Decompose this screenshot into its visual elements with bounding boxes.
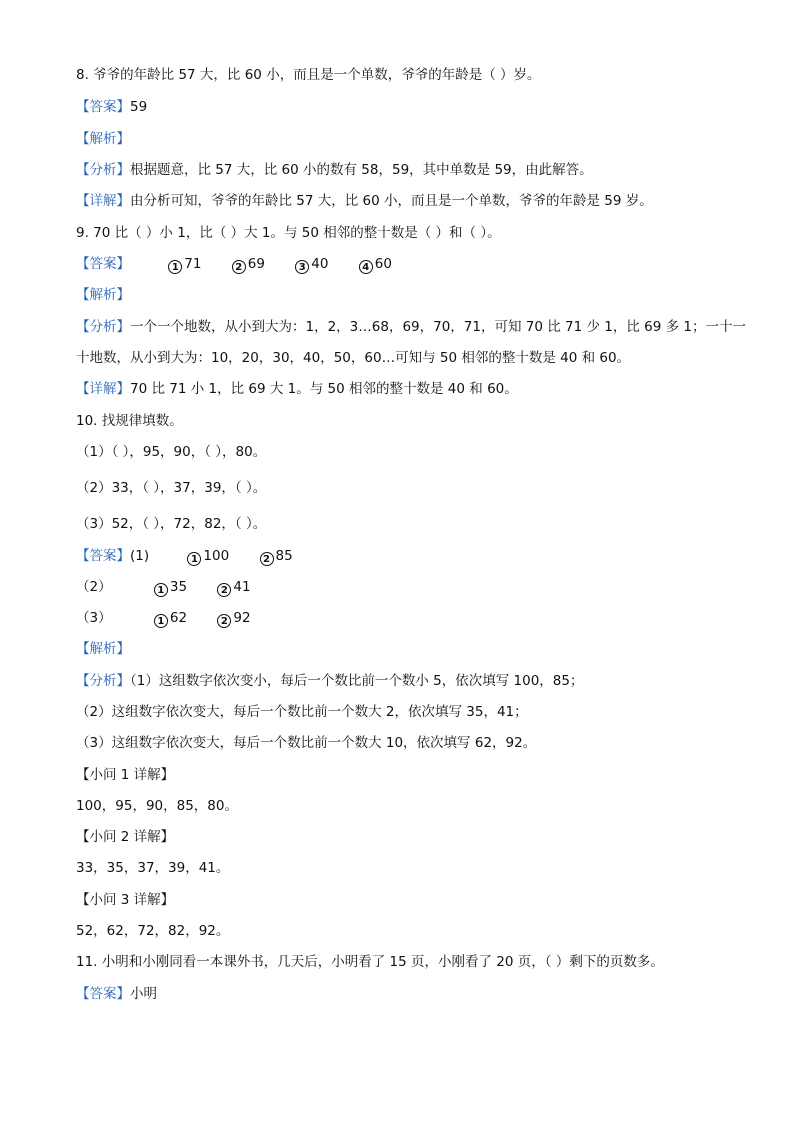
answer-8 [76, 98, 147, 116]
sub1-detail-answer: 100，95，90，85，80。 [76, 798, 238, 814]
sub3-detail-title: 【小问 3 详解】 [76, 892, 175, 908]
circled-number: 1 [154, 614, 168, 628]
answer-value: 85 [275, 548, 293, 564]
fenxi-tag: 【分析】 [76, 673, 130, 689]
xiangjie-8 [76, 192, 653, 210]
circled-number: 1 [168, 260, 182, 274]
fenxi-text: 根据题意，比 57 大，比 60 小的数有 58，59，其中单数是 59，由此解答。 [130, 162, 593, 178]
fenxi-tag: 【分析】 [76, 162, 130, 178]
question-9: 9. 70 比（ ）小 1，比（ ）大 1。与 50 相邻的整十数是（ ）和（ ）。 [76, 225, 501, 241]
answer-value: 小明 [130, 986, 157, 1002]
answer-value: 92 [233, 610, 251, 626]
fenxi-10-line2: （2）这组数字依次变大，每后一个数比前一个数大 2，依次填写 35，41； [76, 704, 528, 720]
answer-row-label: （3） [76, 610, 112, 626]
circled-number: 4 [359, 260, 373, 274]
circled-number: 1 [154, 583, 168, 597]
question-10-sub3: （3）52，（ ），72，82，（ ）。 [76, 516, 267, 532]
answer-tag: 【答案】 [76, 548, 130, 564]
answer-tag: 【答案】 [76, 256, 130, 272]
fenxi-10 [76, 672, 583, 690]
jiexi-tag: 【解析】 [76, 287, 130, 303]
answer-tag: 【答案】 [76, 986, 130, 1002]
answer-10-row1 [76, 547, 293, 566]
answer-value: 71 [184, 256, 202, 272]
circled-number: 3 [295, 260, 309, 274]
xiangjie-tag: 【详解】 [76, 193, 130, 209]
circled-number: 2 [232, 260, 246, 274]
answer-value: 62 [169, 610, 188, 626]
fenxi-8 [76, 161, 593, 179]
fenxi-tag: 【分析】 [76, 319, 130, 335]
answer-value: 59 [130, 99, 148, 115]
circled-number: 1 [187, 552, 201, 566]
fenxi-text: （1）这组数字依次变小，每后一个数比前一个数小 5，依次填写 100，85； [130, 673, 584, 689]
answer-row-label: （2） [76, 579, 112, 595]
answer-value: 69 [247, 256, 265, 272]
circled-number: 2 [260, 552, 274, 566]
answer-value: 41 [233, 579, 251, 595]
answer-value: 40 [311, 256, 329, 272]
sub3-detail-answer: 52，62，72，82，92。 [76, 923, 230, 939]
question-11: 11. 小明和小刚同看一本课外书，几天后，小明看了 15 页，小刚看了 20 页，（ ）剩下的页数多。 [76, 954, 664, 970]
fenxi-9-cont: 十地数，从小到大为：10，20，30，40，50，60…可知与 50 相邻的整十数是 40 和 60。 [76, 350, 631, 366]
jiexi-tag: 【解析】 [76, 641, 130, 657]
circled-number: 2 [217, 614, 231, 628]
sub2-detail-answer: 33，35，37，39，41。 [76, 860, 230, 876]
answer-10-row2 [76, 578, 251, 597]
question-10-sub1: （1）（ ），95，90，（ ），80。 [76, 444, 267, 460]
xiangjie-tag: 【详解】 [76, 381, 130, 397]
answer-value: 100 [203, 548, 230, 564]
question-10-sub2: （2）33，（ ），37，39，（ ）。 [76, 480, 267, 496]
answer-row-label: (1) [130, 548, 150, 564]
fenxi-10-line3: （3）这组数字依次变大，每后一个数比前一个数大 10，依次填写 62，92。 [76, 735, 537, 751]
question-8: 8. 爷爷的年龄比 57 大，比 60 小，而且是一个单数，爷爷的年龄是（ ）岁。 [76, 67, 541, 83]
circled-number: 2 [217, 583, 231, 597]
answer-10-row3 [76, 609, 251, 628]
fenxi-text: 一个一个地数，从小到大为：1，2，3…68，69，70，71，可知 70 比 71 少 1，比 69 多 1；一十一 [130, 319, 747, 335]
answer-tag: 【答案】 [76, 99, 130, 115]
answer-9 [76, 255, 392, 274]
xiangjie-text: 70 比 71 小 1，比 69 大 1。与 50 相邻的整十数是 40 和 60。 [130, 381, 518, 397]
jiexi-tag: 【解析】 [76, 131, 130, 147]
xiangjie-9 [76, 380, 518, 398]
answer-value: 60 [374, 256, 392, 272]
xiangjie-text: 由分析可知，爷爷的年龄比 57 大，比 60 小，而且是一个单数，爷爷的年龄是 59 岁。 [130, 193, 653, 209]
sub1-detail-title: 【小问 1 详解】 [76, 767, 175, 783]
question-10: 10. 找规律填数。 [76, 413, 183, 429]
answer-11 [76, 985, 157, 1003]
answer-value: 35 [169, 579, 188, 595]
fenxi-9 [76, 318, 746, 336]
sub2-detail-title: 【小问 2 详解】 [76, 829, 175, 845]
